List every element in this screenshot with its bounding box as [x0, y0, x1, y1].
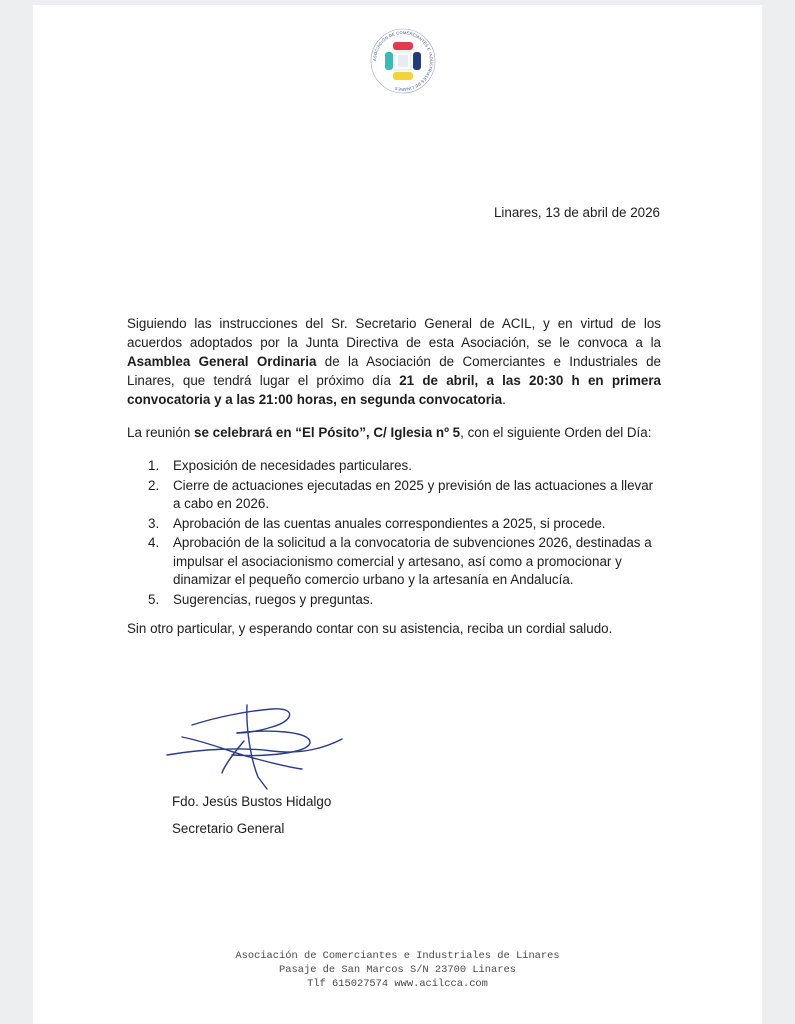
closing-sentence: Sin otro particular, y esperando contar con su asistencia, reciba un cordial saludo. — [127, 621, 613, 636]
letter-date: Linares, 13 de abril de 2026 — [493, 205, 660, 220]
agenda-item: 1. Exposición de necesidades particulares. — [148, 458, 412, 473]
agenda-item: 4. Aprobación de la solicitud a la convocatoria de subvenciones 2026, destinadas a impulsar el asociacionismo comercial y artesano, así como a promocionar y dinamizar el pequeño comercio urbano y la artesanía en Andalucía. — [148, 535, 652, 587]
meeting-location-paragraph: La reunión se celebrará en “El Pósito”, C/ Iglesia nº 5, con el siguiente Orden del Día: — [127, 425, 652, 440]
agenda-item: 2. Cierre de actuaciones ejecutadas en 2025 y previsión de las actuaciones a llevar a cabo en 2026. — [148, 477, 654, 511]
footer-contact: Tlf 615027574 www.acilcca.com — [307, 978, 488, 990]
handwritten-signature-icon — [162, 697, 347, 797]
letterhead-footer — [33, 949, 762, 991]
footer-association-name: Asociación de Comerciantes e Industriales de Linares — [235, 950, 560, 962]
signer-name: Fdo. Jesús Bustos Hidalgo — [172, 794, 332, 809]
convocation-paragraph: Siguiendo las instrucciones del Sr. Secretario General de ACIL, y en virtud de los acuerdos adoptados por la Junta Directiva de esta Asociación, se le convoca a la Asamblea General Ordinaria de la Asociación de Comerciantes e Industriales de Linares, que tendrá lugar el próximo día 21 de abril, a las 20:30 h en primera convocatoria y a las 21:00 horas, en segunda convocatoria. — [127, 316, 661, 407]
svg-text:ASOCIACIÓN DE COMERCIANTES E I: ASOCIACIÓN DE COMERCIANTES E INDUSTRIALES DE LINARES — [371, 29, 435, 93]
signer-role: Secretario General — [172, 821, 285, 836]
association-seal-logo-icon — [369, 27, 437, 95]
agenda-list — [148, 457, 662, 610]
agenda-item: 3. Aprobación de las cuentas anuales correspondientes a 2025, si procede. — [148, 515, 606, 531]
footer-address: Pasaje de San Marcos S/N 23700 Linares — [279, 964, 516, 976]
agenda-item: 5. Sugerencias, ruegos y preguntas. — [148, 591, 374, 607]
